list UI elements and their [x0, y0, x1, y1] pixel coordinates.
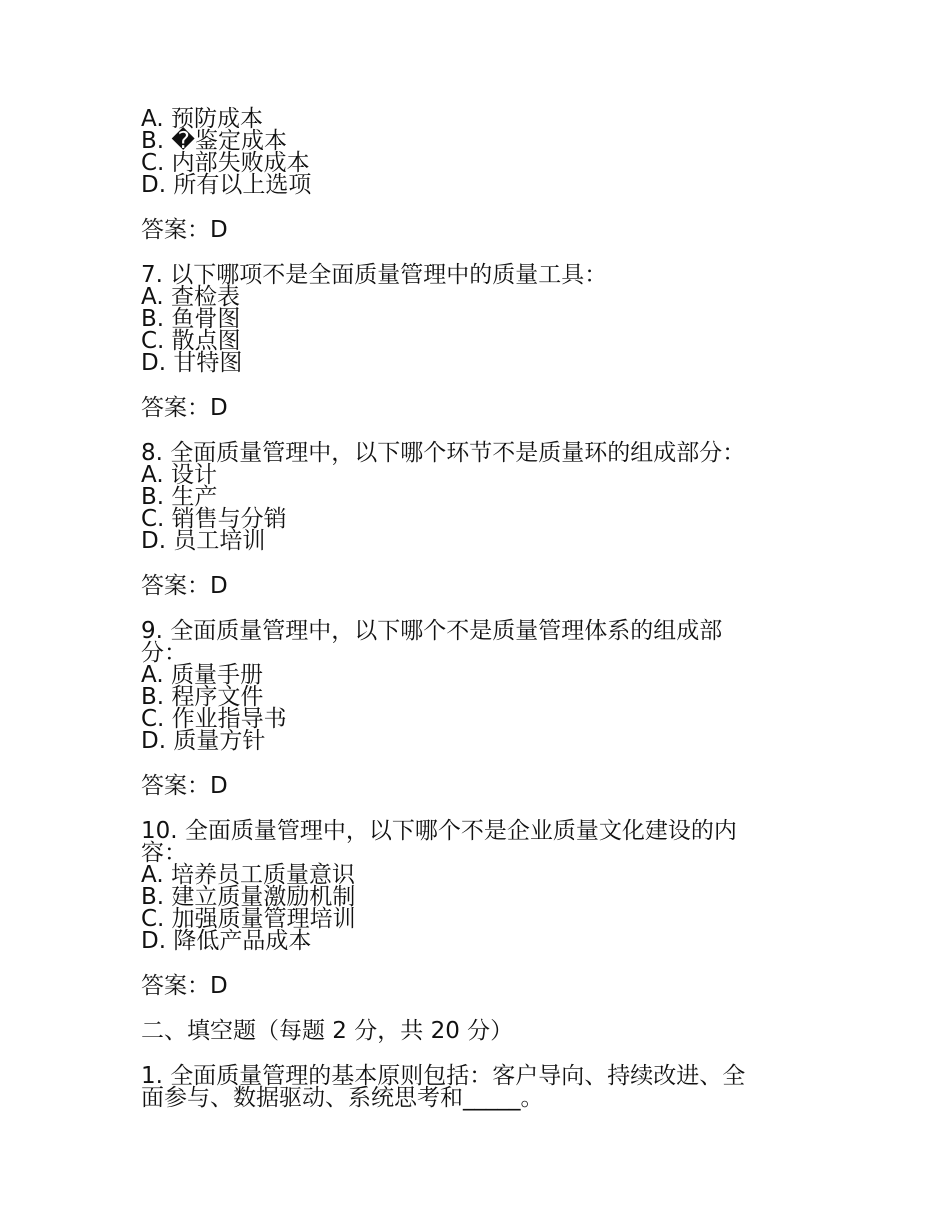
question-text-line2: 面参与、数据驱动、系统思考和_____。: [141, 1085, 544, 1111]
question-text-line1: 10. 全面质量管理中，以下哪个不是企业质量文化建设的内: [141, 818, 737, 844]
option-a: A. 质量手册: [141, 662, 263, 688]
section-heading: 二、填空题（每题 2 分，共 20 分）: [141, 1018, 514, 1044]
answer-line: 答案：D: [141, 217, 228, 243]
option-d: D. 甘特图: [141, 350, 243, 376]
fill-blank-question-1: [141, 1065, 801, 1109]
option-b: B. 生产: [141, 484, 218, 510]
option-b: B. 鱼骨图: [141, 306, 241, 332]
answer-line: 答案：D: [141, 573, 228, 599]
option-a: A. 设计: [141, 462, 217, 488]
option-c: C. 加强质量管理培训: [141, 906, 356, 932]
answer-line: 答案：D: [141, 395, 228, 421]
option-d: D. 所有以上选项: [141, 172, 312, 198]
option-a: A. 培养员工质量意识: [141, 862, 355, 888]
option-c: C. 内部失败成本: [141, 150, 310, 176]
option-d: D. 员工培训: [141, 528, 266, 554]
option-b: B. �鉴定成本: [141, 128, 287, 154]
option-c: C. 作业指导书: [141, 706, 287, 732]
option-a: A. 查检表: [141, 284, 240, 310]
option-d: D. 降低产品成本: [141, 928, 312, 954]
question-text-line1: 9. 全面质量管理中，以下哪个不是质量管理体系的组成部: [141, 618, 723, 644]
answer-line: 答案：D: [141, 973, 228, 999]
option-a: A. 预防成本: [141, 106, 263, 132]
option-d: D. 质量方针: [141, 728, 266, 754]
question-text-line1: 1. 全面质量管理的基本原则包括：客户导向、持续改进、全: [141, 1063, 746, 1089]
question-text: 7. 以下哪项不是全面质量管理中的质量工具：: [141, 262, 608, 288]
question-text-line2: 分：: [141, 640, 187, 666]
prev-question-options: [141, 108, 801, 196]
option-b: B. 建立质量激励机制: [141, 884, 356, 910]
question-8: [141, 442, 801, 552]
question-7: [141, 264, 801, 374]
question-9: [141, 620, 801, 752]
document-page: [141, 108, 801, 1109]
question-10: [141, 820, 801, 952]
answer-line: 答案：D: [141, 773, 228, 799]
question-text: 8. 全面质量管理中，以下哪个环节不是质量环的组成部分：: [141, 440, 746, 466]
option-c: C. 销售与分销: [141, 506, 287, 532]
option-b: B. 程序文件: [141, 684, 264, 710]
question-text-line2: 容：: [141, 840, 187, 866]
option-c: C. 散点图: [141, 328, 241, 354]
